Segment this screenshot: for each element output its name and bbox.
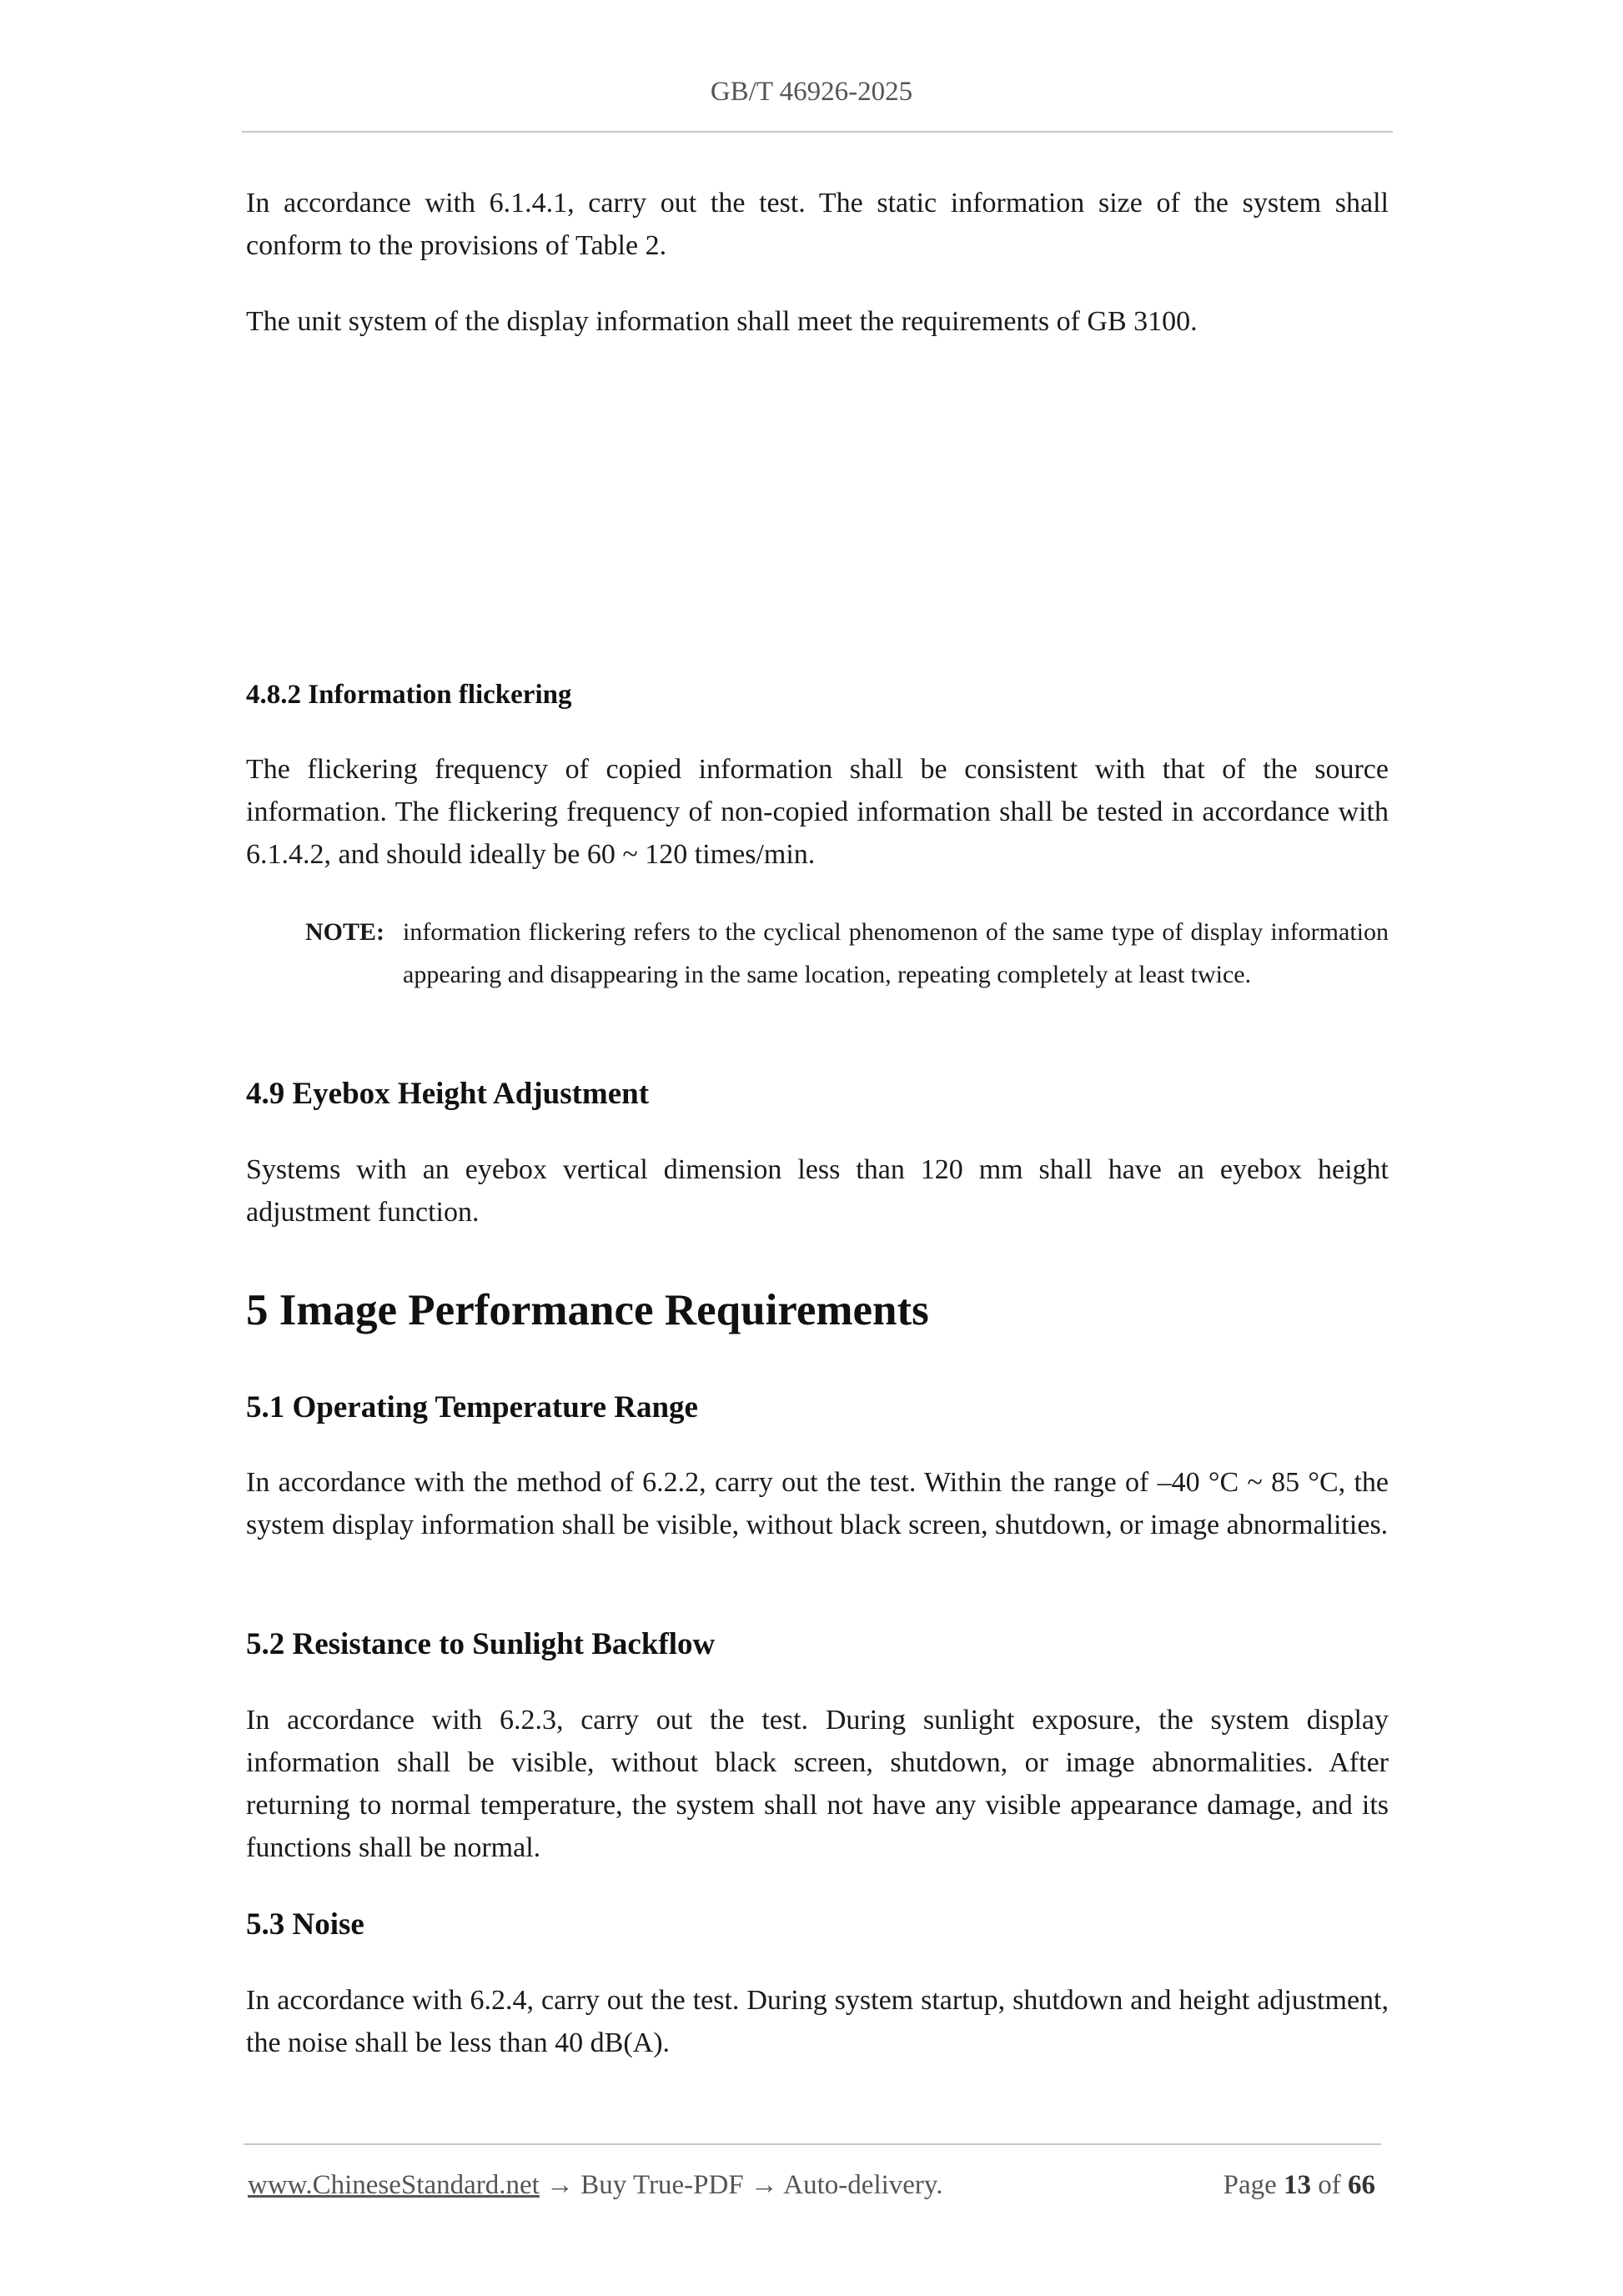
note-label: NOTE: bbox=[305, 918, 385, 946]
heading-5-1: 5.1 Operating Temperature Range bbox=[246, 1390, 698, 1424]
heading-5-2: 5.2 Resistance to Sunlight Backflow bbox=[246, 1627, 716, 1661]
note-block bbox=[305, 911, 1389, 996]
note-text: information flickering refers to the cyclical phenomenon of the same type of display information appearing and disappearing in the same location, repeating completely at least twice. bbox=[403, 918, 1389, 988]
promo-text: → Buy True-PDF → Auto-delivery. bbox=[539, 2170, 943, 2200]
paragraph-temperature: In accordance with the method of 6.2.2, carry out the test. Within the range of –40 °C ~ 85 °C, the system display information shall be visible, without black screen, shutdown, or image abnormalities. bbox=[246, 1467, 1389, 1540]
heading-4-8-2: 4.8.2 Information flickering bbox=[246, 680, 572, 710]
heading-4-9: 4.9 Eyebox Height Adjustment bbox=[246, 1077, 650, 1111]
footer-promo bbox=[248, 2167, 943, 2203]
page-of: of bbox=[1318, 2170, 1341, 2200]
page-footer bbox=[248, 2167, 1375, 2203]
footer-divider bbox=[244, 2143, 1381, 2145]
document-code-header: GB/T 46926-2025 bbox=[710, 77, 913, 107]
paragraph-flickering: The flickering frequency of copied information shall be consistent with that of the source information. The flickering frequency of non-copied information shall be tested in accordance with 6.1.4.2, and should ideally be 60 ~ 120 times/min. bbox=[246, 754, 1389, 870]
paragraph-static-size: In accordance with 6.1.4.1, carry out the test. The static information size of the system shall conform to the provisions of Table 2. bbox=[246, 188, 1389, 261]
heading-5: 5 Image Performance Requirements bbox=[246, 1286, 929, 1334]
paragraph-eyebox: Systems with an eyebox vertical dimension less than 120 mm shall have an eyebox height adjustment function. bbox=[246, 1154, 1389, 1228]
paragraph-unit-system: The unit system of the display information shall meet the requirements of GB 3100. bbox=[246, 306, 1198, 337]
site-link[interactable]: www.ChineseStandard.net bbox=[248, 2170, 540, 2200]
page-number bbox=[1224, 2167, 1375, 2203]
page-label: Page bbox=[1223, 2170, 1277, 2200]
page-current: 13 bbox=[1284, 2170, 1311, 2200]
page-total: 66 bbox=[1348, 2170, 1375, 2200]
header-divider bbox=[242, 131, 1393, 133]
paragraph-noise: In accordance with 6.2.4, carry out the test. During system startup, shutdown and height adjustment, the noise shall be less than 40 dB(A). bbox=[246, 1985, 1389, 2058]
heading-5-3: 5.3 Noise bbox=[246, 1907, 364, 1942]
paragraph-sunlight: In accordance with 6.2.3, carry out the test. During sunlight exposure, the system display information shall be visible, without black screen, shutdown, or image abnormalities. After returning to normal temperature, the system shall not have any visible appearance damage, and its functions shall be normal. bbox=[246, 1705, 1389, 1863]
